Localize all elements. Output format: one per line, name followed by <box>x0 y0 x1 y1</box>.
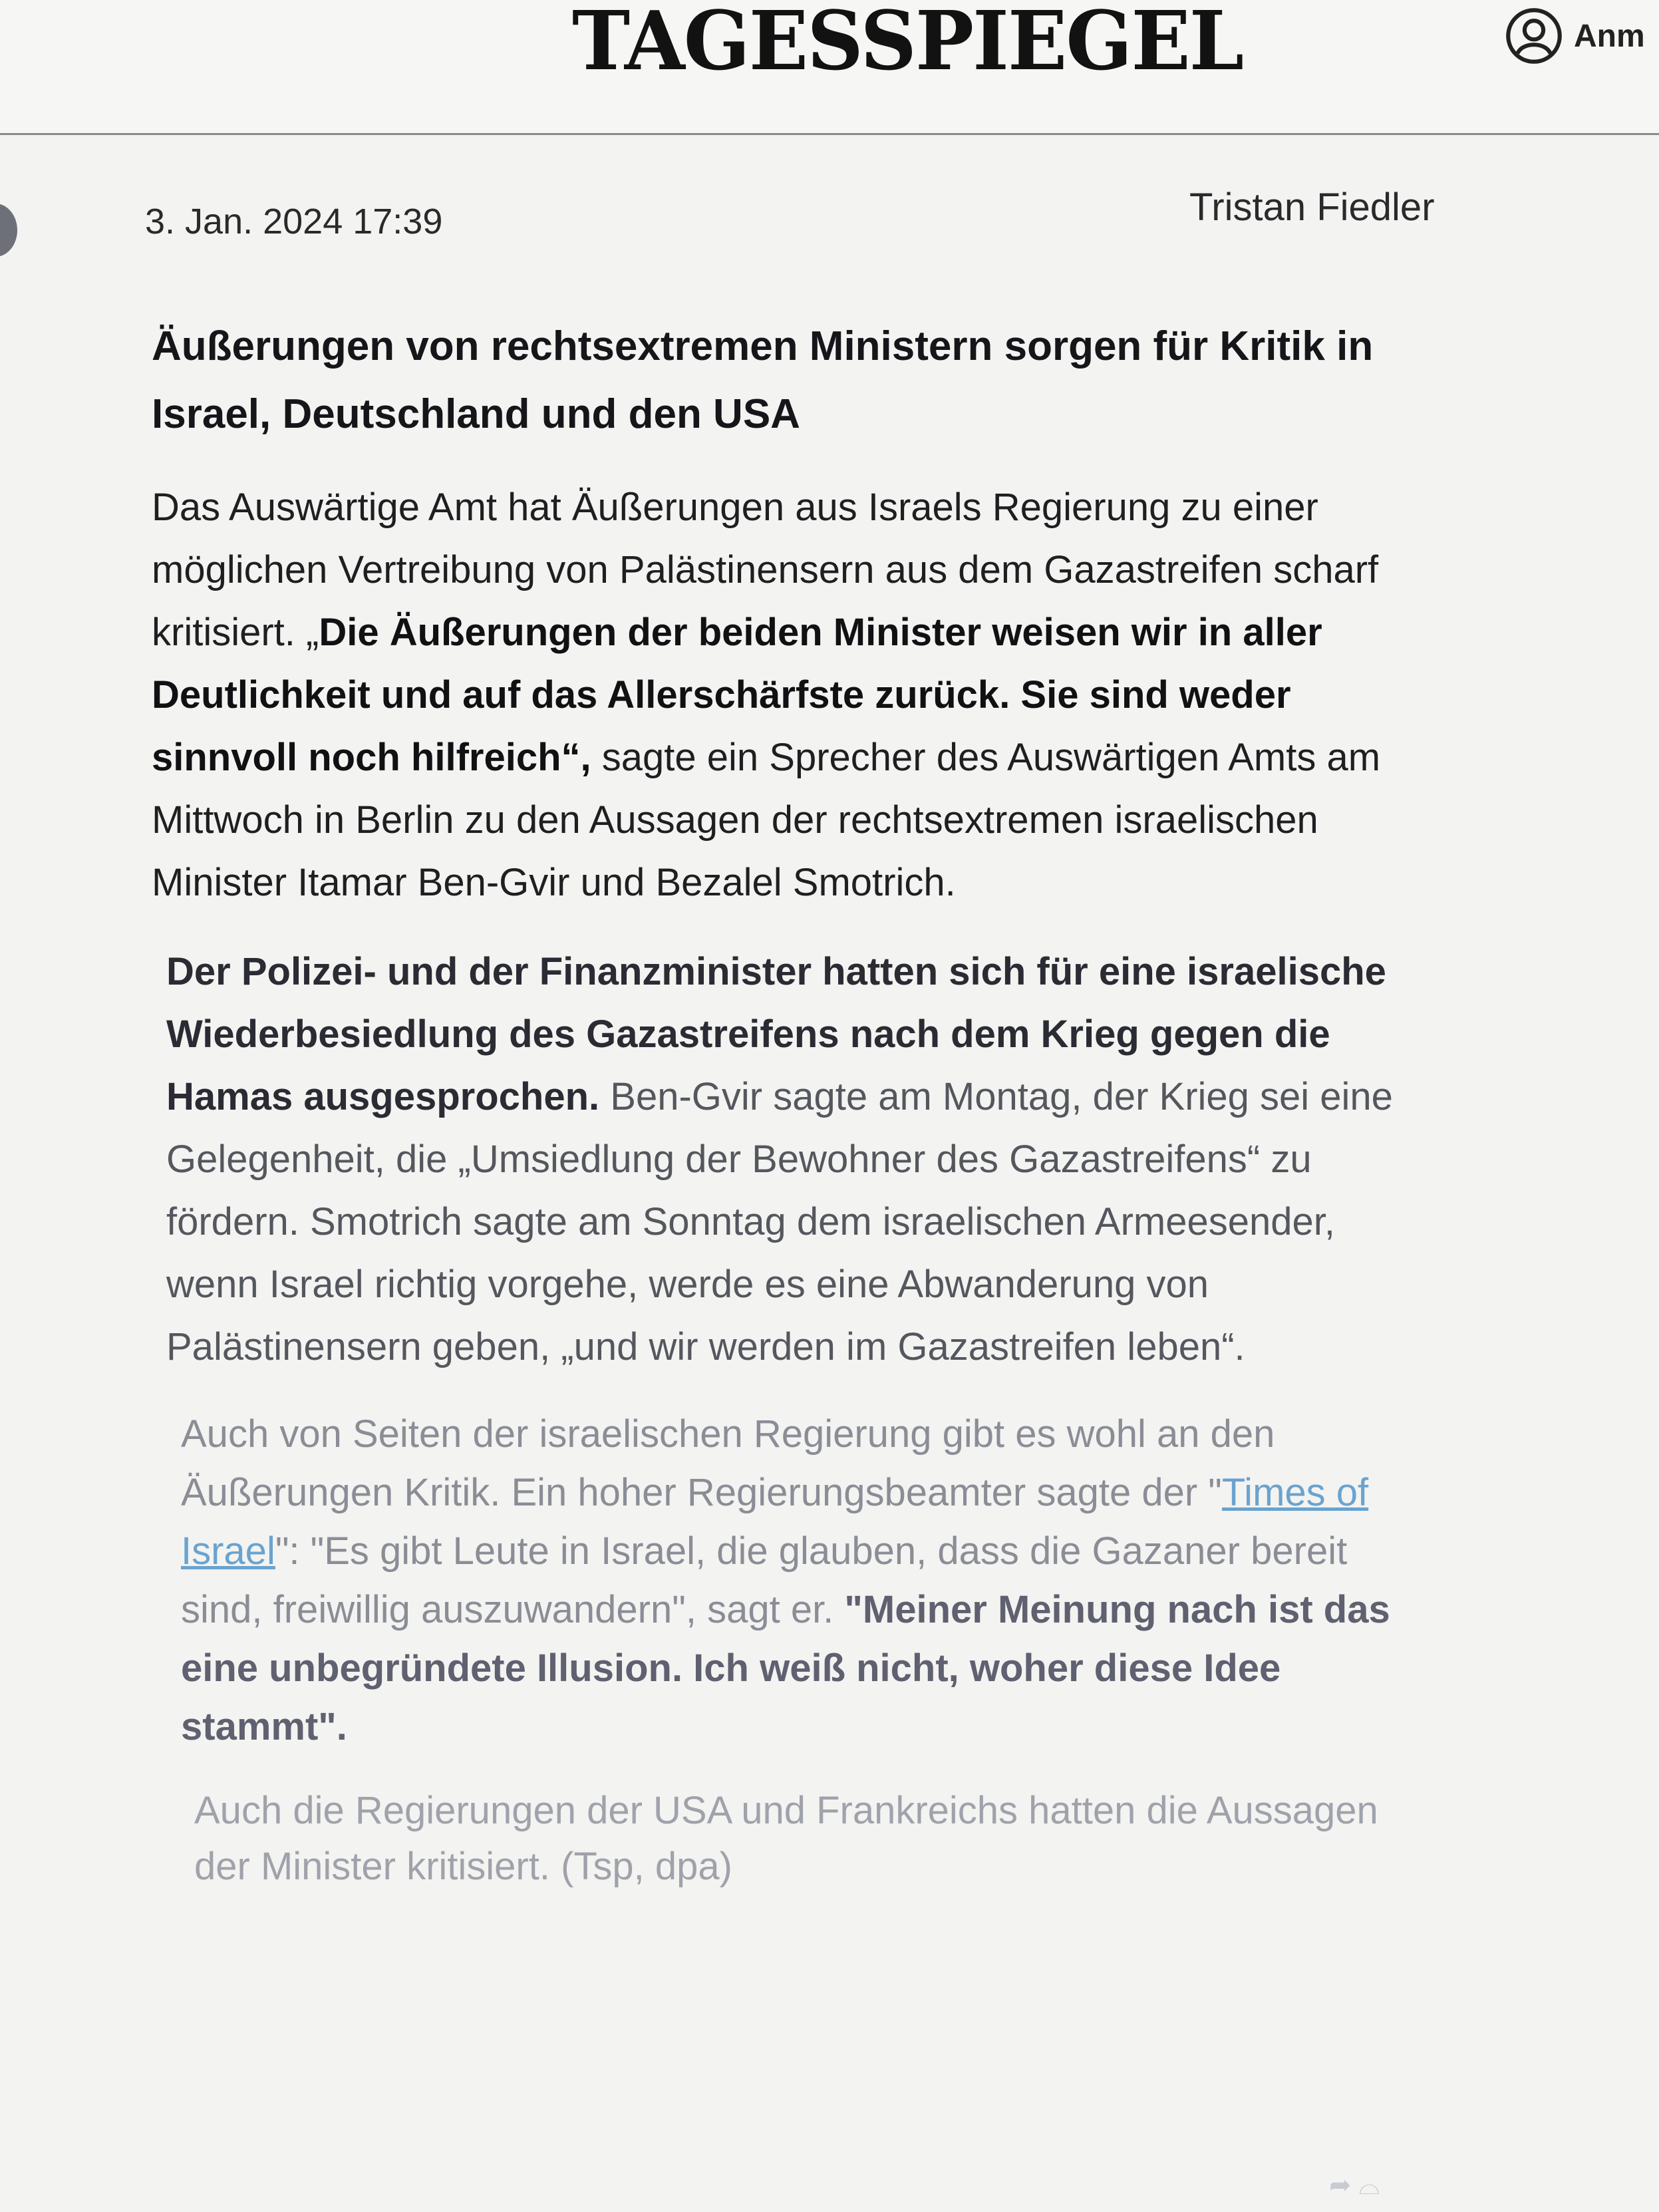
paragraph-1 <box>152 476 1429 914</box>
paragraph-2 <box>166 941 1429 1378</box>
article-headline: Äußerungen von rechtsextremen Ministern sorgen für Kritik in Israel, Deutschland und den USA <box>152 323 1374 437</box>
corner-actions <box>1329 2170 1380 2201</box>
paragraph-1-text-a: Das Auswärtige Amt hat Äußerungen aus Israels Regierung zu einer möglichen Vertreibung von Palästinensern aus dem Gazastreifen scharf kritisiert. „ <box>152 486 1379 654</box>
paragraph-3 <box>181 1405 1429 1756</box>
paragraph-1-quote: Die Äußerungen der beiden Minister weisen wir in aller Deutlichkeit und auf das Allerschärfste zurück. Sie sind weder sinnvoll noch hilfreich“, <box>152 611 1322 779</box>
comment-icon[interactable]: ⌓ <box>1358 2171 1380 2200</box>
side-scroll-handle[interactable] <box>0 204 17 257</box>
article-date: 3. Jan. 2024 17:39 <box>145 202 443 241</box>
paragraph-3-text-b: ": "Es gibt Leute in Israel, die glauben, dass die Gazaner bereit sind, freiwillig auszuwandern", sagt er. <box>181 1529 1348 1631</box>
times-of-israel-link[interactable]: Times of Israel <box>181 1471 1369 1573</box>
account-link[interactable] <box>1505 3 1645 69</box>
user-circle-icon <box>1505 7 1563 65</box>
site-header <box>0 0 1659 135</box>
paragraph-2-text: Ben-Gvir sagte am Montag, der Krieg sei eine Gelegenheit, die „Umsiedlung der Bewohner des Gazastreifens“ zu fördern. Smotrich sagte am Sonntag dem israelischen Armeesender, wenn Israel richtig vorgehe, werde es eine Abwanderung von Palästinensern geben, „und wir werden im Gazastreifen leben“. <box>166 1075 1393 1368</box>
paragraph-2-lead: Der Polizei- und der Finanzminister hatten sich für eine israelische Wiederbesiedlung des Gazastreifens nach dem Krieg gegen die Hamas ausgesprochen. <box>166 950 1386 1118</box>
paragraph-1-text-b: sagte ein Sprecher des Auswärtigen Amts am Mittwoch in Berlin zu den Aussagen der rechtsextremen israelischen Minister Itamar Ben-Gvir und Bezalel Smotrich. <box>152 736 1381 904</box>
share-icon[interactable]: ➦ <box>1329 2171 1352 2200</box>
site-logo[interactable]: TAGESSPIEGEL <box>572 0 1243 88</box>
paragraph-3-quote: "Meiner Meinung nach ist das eine unbegründete Illusion. Ich weiß nicht, woher diese Idee stammt". <box>181 1588 1390 1748</box>
paragraph-4: Auch die Regierungen der USA und Frankreichs hatten die Aussagen der Minister kritisiert. (Tsp, dpa) <box>194 1789 1378 1888</box>
paragraph-3-text-a: Auch von Seiten der israelischen Regierung gibt es wohl an den Äußerungen Kritik. Ein hoher Regierungsbeamter sagte der " <box>181 1412 1275 1514</box>
account-label: Anm <box>1574 18 1645 54</box>
article-body <box>152 313 1429 1921</box>
article-author[interactable]: Tristan Fiedler <box>1189 186 1435 229</box>
